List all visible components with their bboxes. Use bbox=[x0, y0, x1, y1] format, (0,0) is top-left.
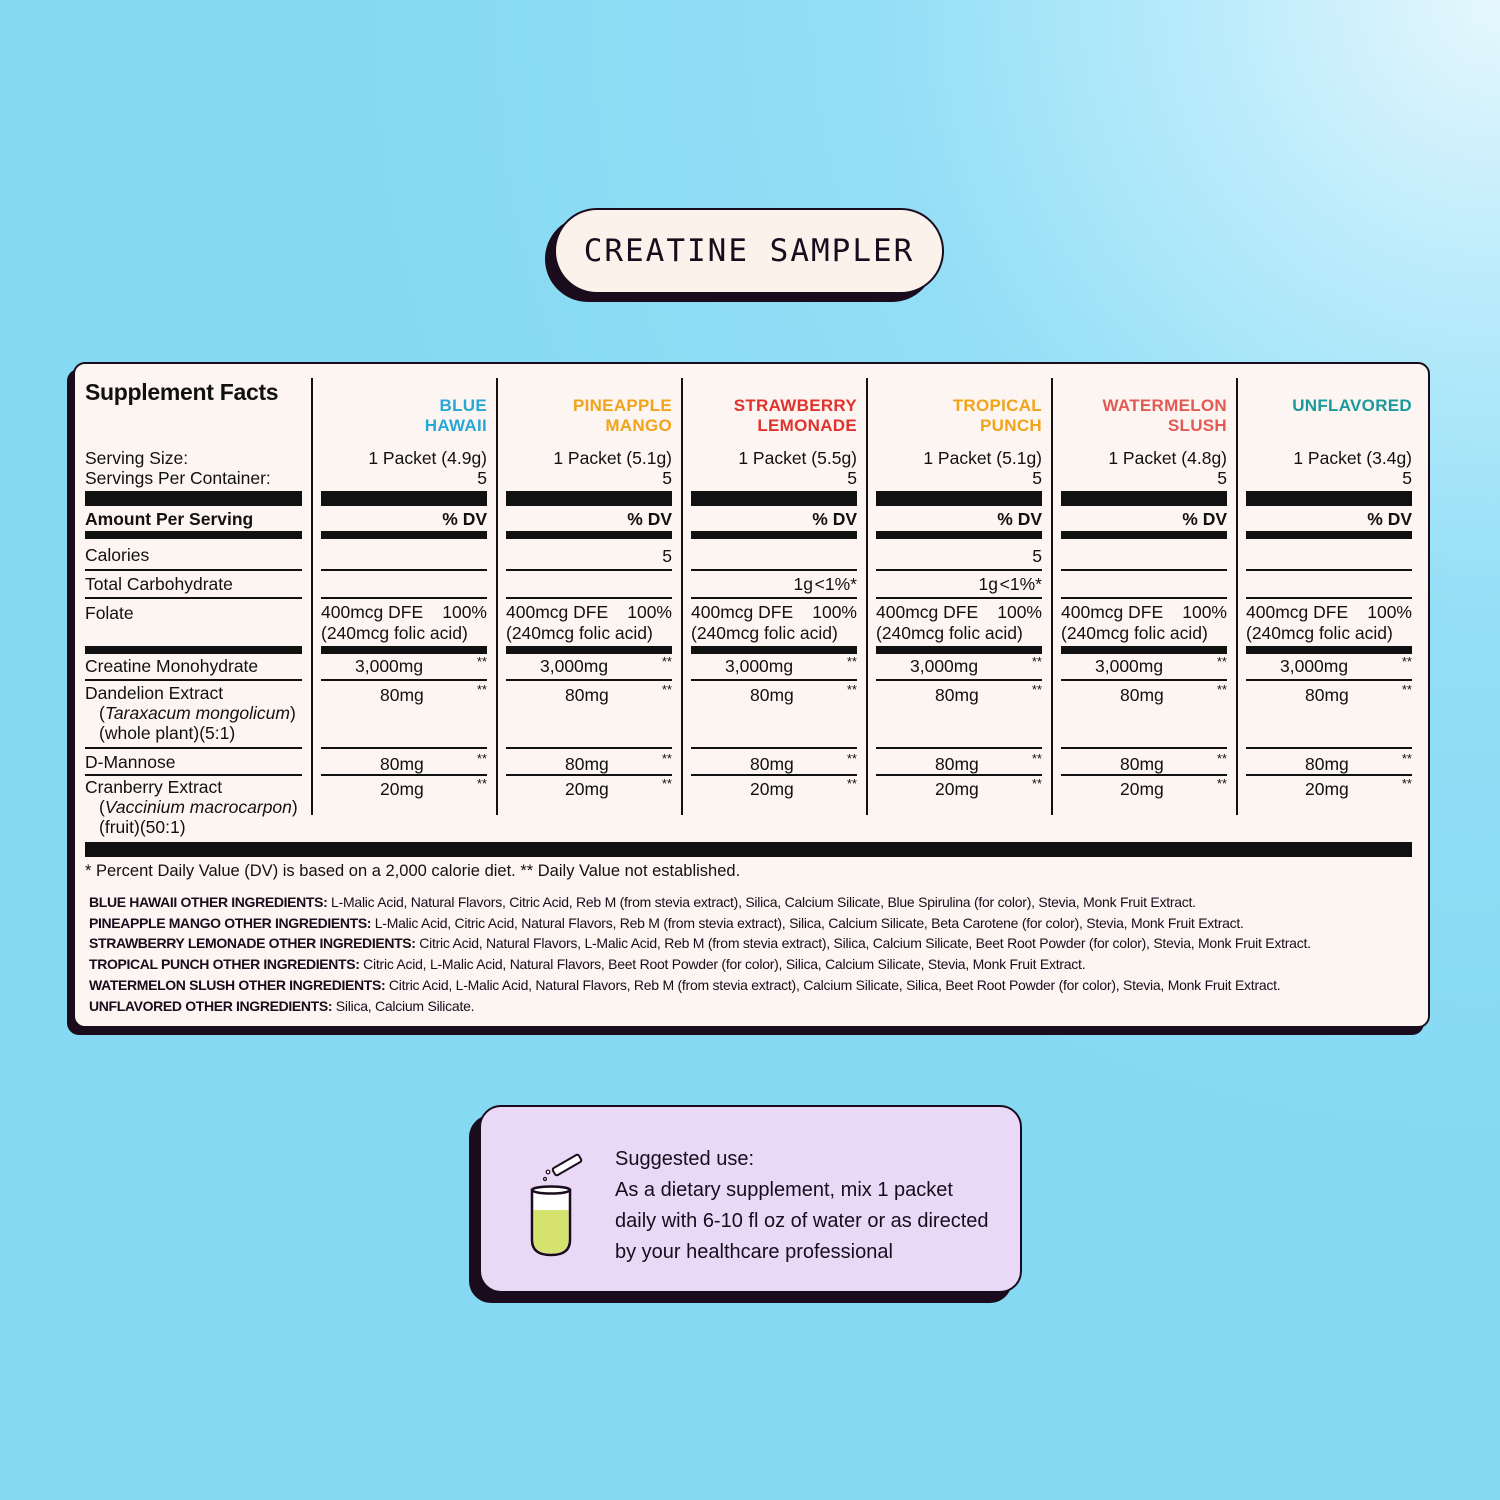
cranberry-value: 20mg bbox=[1305, 779, 1349, 799]
cranberry-value: 20mg bbox=[750, 779, 794, 799]
medium-divider bbox=[506, 646, 672, 654]
d-mannose-value: 80mg bbox=[750, 754, 794, 774]
thin-divider bbox=[506, 747, 672, 749]
dv-not-established-mark: ** bbox=[1401, 776, 1412, 791]
folic-acid-value: (240mcg folic acid) bbox=[506, 623, 653, 643]
thin-divider bbox=[691, 569, 857, 571]
thick-divider bbox=[85, 491, 302, 506]
calories-label: Calories bbox=[85, 545, 150, 565]
folate-value: 400mcg DFE bbox=[691, 602, 794, 622]
serving-size-value: 1 Packet (5.5g) bbox=[738, 448, 857, 468]
creatine-value: 3,000mg bbox=[1095, 656, 1164, 676]
flavor-name: STRAWBERRY LEMONADE bbox=[733, 396, 857, 435]
dv-not-established-mark: ** bbox=[1401, 682, 1412, 697]
dv-not-established-mark: ** bbox=[846, 776, 857, 791]
servings-value: 5 bbox=[662, 468, 672, 488]
calories-value: 5 bbox=[1032, 546, 1042, 566]
dandelion-value: 80mg bbox=[935, 685, 979, 705]
dv-header: % DV bbox=[1182, 509, 1227, 529]
thin-divider bbox=[321, 747, 487, 749]
servings-value: 5 bbox=[1217, 468, 1227, 488]
dandelion-value: 80mg bbox=[1120, 685, 1164, 705]
thin-divider bbox=[85, 747, 302, 749]
thin-divider bbox=[876, 679, 1042, 681]
creatine-value: 3,000mg bbox=[540, 656, 609, 676]
folate-dv: 100% bbox=[1367, 602, 1412, 622]
d-mannose-value: 80mg bbox=[565, 754, 609, 774]
servings-value: 5 bbox=[847, 468, 857, 488]
dv-not-established-mark: ** bbox=[1216, 751, 1227, 766]
dv-header: % DV bbox=[442, 509, 487, 529]
folate-value: 400mcg DFE bbox=[1061, 602, 1164, 622]
serving-size-value: 1 Packet (5.1g) bbox=[923, 448, 1042, 468]
dandelion-value: 80mg bbox=[750, 685, 794, 705]
dandelion-part: (whole plant)(5:1) bbox=[99, 723, 236, 743]
dv-not-established-mark: ** bbox=[1216, 682, 1227, 697]
bottom-thick-divider bbox=[85, 842, 1412, 857]
folate-value: 400mcg DFE bbox=[506, 602, 609, 622]
thin-divider bbox=[506, 597, 672, 599]
creatine-value: 3,000mg bbox=[725, 656, 794, 676]
thin-divider bbox=[321, 597, 487, 599]
folate-value: 400mcg DFE bbox=[876, 602, 979, 622]
thin-divider bbox=[1061, 569, 1227, 571]
medium-divider bbox=[321, 531, 487, 539]
thin-divider bbox=[1246, 747, 1412, 749]
dv-not-established-mark: ** bbox=[1031, 682, 1042, 697]
thin-divider bbox=[506, 679, 672, 681]
dandelion-label: Dandelion Extract bbox=[85, 683, 224, 703]
thick-divider bbox=[691, 491, 857, 506]
dandelion-value: 80mg bbox=[565, 685, 609, 705]
medium-divider bbox=[691, 531, 857, 539]
folate-label: Folate bbox=[85, 603, 134, 623]
folic-acid-value: (240mcg folic acid) bbox=[691, 623, 838, 643]
thin-divider bbox=[1061, 747, 1227, 749]
medium-divider bbox=[321, 646, 487, 654]
thin-divider bbox=[1061, 679, 1227, 681]
suggested-use-line: daily with 6-10 fl oz of water or as directed bbox=[615, 1210, 989, 1232]
dv-not-established-mark: ** bbox=[661, 654, 672, 669]
servings-per-container-label: Servings Per Container: bbox=[85, 468, 271, 488]
supplement-facts-title: Supplement Facts bbox=[85, 379, 279, 405]
folic-acid-value: (240mcg folic acid) bbox=[321, 623, 468, 643]
serving-size-value: 1 Packet (4.9g) bbox=[368, 448, 487, 468]
thin-divider bbox=[85, 774, 302, 776]
medium-divider bbox=[691, 646, 857, 654]
ingredients-line: TROPICAL PUNCH OTHER INGREDIENTS: Citric Acid, L-Malic Acid, Natural Flavors, Beet Root Powder (for color), Silica, Calcium Silicate, Stevia, Monk Fruit Extract. bbox=[89, 956, 1086, 973]
dv-not-established-mark: ** bbox=[1216, 776, 1227, 791]
medium-divider bbox=[506, 531, 672, 539]
column-separator bbox=[681, 378, 683, 815]
dv-header: % DV bbox=[627, 509, 672, 529]
dv-header: % DV bbox=[1367, 509, 1412, 529]
drink-glass-icon bbox=[526, 1142, 586, 1262]
flavor-name: TROPICAL PUNCH bbox=[952, 396, 1042, 435]
creatine-value: 3,000mg bbox=[355, 656, 424, 676]
calories-value: 5 bbox=[662, 546, 672, 566]
folate-dv: 100% bbox=[812, 602, 857, 622]
suggested-use-text bbox=[615, 1144, 1005, 1268]
other-ingredients-list bbox=[89, 892, 1311, 1016]
suggested-use-line: by your healthcare professional bbox=[615, 1241, 893, 1263]
ingredients-line: UNFLAVORED OTHER INGREDIENTS: Silica, Calcium Silicate. bbox=[89, 997, 475, 1014]
medium-divider bbox=[85, 646, 302, 654]
folate-dv: 100% bbox=[442, 602, 487, 622]
thin-divider bbox=[876, 597, 1042, 599]
thick-divider bbox=[321, 491, 487, 506]
thin-divider bbox=[876, 747, 1042, 749]
d-mannose-value: 80mg bbox=[935, 754, 979, 774]
d-mannose-value: 80mg bbox=[1120, 754, 1164, 774]
dandelion-value: 80mg bbox=[380, 685, 424, 705]
cranberry-value: 20mg bbox=[565, 779, 609, 799]
thin-divider bbox=[321, 679, 487, 681]
thin-divider bbox=[85, 569, 302, 571]
dv-not-established-mark: ** bbox=[661, 751, 672, 766]
d-mannose-label: D-Mannose bbox=[85, 752, 176, 772]
suggested-use-line: As a dietary supplement, mix 1 packet bbox=[615, 1179, 953, 1201]
dv-not-established-mark: ** bbox=[1216, 654, 1227, 669]
dv-not-established-mark: ** bbox=[661, 776, 672, 791]
suggested-use-card bbox=[479, 1105, 1022, 1293]
thin-divider bbox=[85, 597, 302, 599]
thin-divider bbox=[1246, 597, 1412, 599]
dandelion-value: 80mg bbox=[1305, 685, 1349, 705]
cranberry-value: 20mg bbox=[1120, 779, 1164, 799]
carb-value: 1g bbox=[978, 574, 998, 594]
creatine-label: Creatine Monohydrate bbox=[85, 656, 259, 676]
column-separator bbox=[866, 378, 868, 815]
title-pill bbox=[554, 208, 944, 294]
medium-divider bbox=[876, 646, 1042, 654]
thin-divider bbox=[691, 597, 857, 599]
medium-divider bbox=[876, 531, 1042, 539]
medium-divider bbox=[1246, 646, 1412, 654]
serving-size-label: Serving Size: bbox=[85, 448, 189, 468]
folate-dv: 100% bbox=[997, 602, 1042, 622]
dv-header: % DV bbox=[997, 509, 1042, 529]
medium-divider bbox=[1061, 646, 1227, 654]
folate-dv: 100% bbox=[1182, 602, 1227, 622]
carb-dv: <1%* bbox=[814, 574, 857, 594]
thin-divider bbox=[691, 747, 857, 749]
dv-not-established-mark: ** bbox=[846, 654, 857, 669]
dv-header: % DV bbox=[812, 509, 857, 529]
cranberry-value: 20mg bbox=[935, 779, 979, 799]
dv-not-established-mark: ** bbox=[476, 751, 487, 766]
dv-not-established-mark: ** bbox=[661, 682, 672, 697]
dv-not-established-mark: ** bbox=[476, 654, 487, 669]
flavor-name: WATERMELON SLUSH bbox=[1102, 396, 1227, 435]
servings-value: 5 bbox=[1032, 468, 1042, 488]
column-separator bbox=[1236, 378, 1238, 815]
thin-divider bbox=[85, 679, 302, 681]
ingredients-line: PINEAPPLE MANGO OTHER INGREDIENTS: L-Malic Acid, Citric Acid, Natural Flavors, Reb M (from stevia extract), Silica, Calcium Silicate, Beta Carotene (for color), Stevia, Monk Fruit Extract. bbox=[89, 914, 1244, 931]
folic-acid-value: (240mcg folic acid) bbox=[876, 623, 1023, 643]
thick-divider bbox=[1061, 491, 1227, 506]
column-separator bbox=[311, 378, 313, 815]
folic-acid-value: (240mcg folic acid) bbox=[1246, 623, 1393, 643]
serving-size-value: 1 Packet (5.1g) bbox=[553, 448, 672, 468]
thin-divider bbox=[321, 569, 487, 571]
thin-divider bbox=[876, 569, 1042, 571]
servings-value: 5 bbox=[1402, 468, 1412, 488]
cranberry-label: Cranberry Extract bbox=[85, 777, 223, 797]
medium-divider bbox=[1061, 531, 1227, 539]
dv-not-established-mark: ** bbox=[1401, 654, 1412, 669]
flavor-name: PINEAPPLE MANGO bbox=[572, 396, 672, 435]
medium-divider bbox=[85, 531, 302, 539]
folate-value: 400mcg DFE bbox=[321, 602, 424, 622]
flavor-name: BLUE HAWAII bbox=[424, 396, 487, 435]
cranberry-latin: (Vaccinium macrocarpon) bbox=[99, 797, 298, 817]
column-separator bbox=[1051, 378, 1053, 815]
folate-dv: 100% bbox=[627, 602, 672, 622]
thin-divider bbox=[1246, 679, 1412, 681]
serving-size-value: 1 Packet (3.4g) bbox=[1293, 448, 1412, 468]
dv-not-established-mark: ** bbox=[476, 776, 487, 791]
d-mannose-value: 80mg bbox=[1305, 754, 1349, 774]
dv-not-established-mark: ** bbox=[1031, 751, 1042, 766]
thin-divider bbox=[691, 679, 857, 681]
serving-size-value: 1 Packet (4.8g) bbox=[1108, 448, 1227, 468]
dv-not-established-mark: ** bbox=[846, 682, 857, 697]
dv-not-established-mark: ** bbox=[1031, 654, 1042, 669]
suggested-use-heading: Suggested use: bbox=[615, 1148, 754, 1170]
folic-acid-value: (240mcg folic acid) bbox=[1061, 623, 1208, 643]
thin-divider bbox=[1061, 597, 1227, 599]
total-carbohydrate-label: Total Carbohydrate bbox=[85, 574, 233, 594]
ingredients-line: WATERMELON SLUSH OTHER INGREDIENTS: Citric Acid, L-Malic Acid, Natural Flavors, Reb M (from stevia extract), Calcium Silicate, Silica, Beet Root Powder (for color), Stevia, Monk Fruit Extract. bbox=[89, 976, 1281, 993]
column-separator bbox=[496, 378, 498, 815]
amount-per-serving-label: Amount Per Serving bbox=[85, 509, 254, 529]
dv-not-established-mark: ** bbox=[1401, 751, 1412, 766]
d-mannose-value: 80mg bbox=[380, 754, 424, 774]
dv-footnote: * Percent Daily Value (DV) is based on a 2,000 calorie diet. ** Daily Value not established. bbox=[85, 862, 741, 880]
cranberry-value: 20mg bbox=[380, 779, 424, 799]
creatine-value: 3,000mg bbox=[910, 656, 979, 676]
flavor-name: UNFLAVORED bbox=[1292, 396, 1412, 415]
carb-value: 1g bbox=[793, 574, 813, 594]
carb-dv: <1%* bbox=[999, 574, 1042, 594]
medium-divider bbox=[1246, 531, 1412, 539]
thick-divider bbox=[506, 491, 672, 506]
page-title: CREATINE SAMPLER bbox=[583, 233, 915, 269]
servings-value: 5 bbox=[477, 468, 487, 488]
thick-divider bbox=[1246, 491, 1412, 506]
thin-divider bbox=[1246, 569, 1412, 571]
folate-value: 400mcg DFE bbox=[1246, 602, 1349, 622]
dv-not-established-mark: ** bbox=[1031, 776, 1042, 791]
dandelion-latin: (Taraxacum mongolicum) bbox=[99, 703, 296, 723]
creatine-value: 3,000mg bbox=[1280, 656, 1349, 676]
cranberry-part: (fruit)(50:1) bbox=[99, 817, 186, 837]
dv-not-established-mark: ** bbox=[846, 751, 857, 766]
thin-divider bbox=[506, 569, 672, 571]
ingredients-line: STRAWBERRY LEMONADE OTHER INGREDIENTS: Citric Acid, Natural Flavors, L-Malic Acid, Reb M (from stevia extract), Silica, Calcium Silicate, Beet Root Powder (for color), Stevia, Monk Fruit Extract. bbox=[89, 935, 1311, 952]
supplement-facts-card bbox=[73, 362, 1430, 1028]
thick-divider bbox=[876, 491, 1042, 506]
dv-not-established-mark: ** bbox=[476, 682, 487, 697]
ingredients-line: BLUE HAWAII OTHER INGREDIENTS: L-Malic Acid, Natural Flavors, Citric Acid, Reb M (from stevia extract), Silica, Calcium Silicate, Blue Spirulina (for color), Stevia, Monk Fruit Extract. bbox=[89, 894, 1196, 910]
